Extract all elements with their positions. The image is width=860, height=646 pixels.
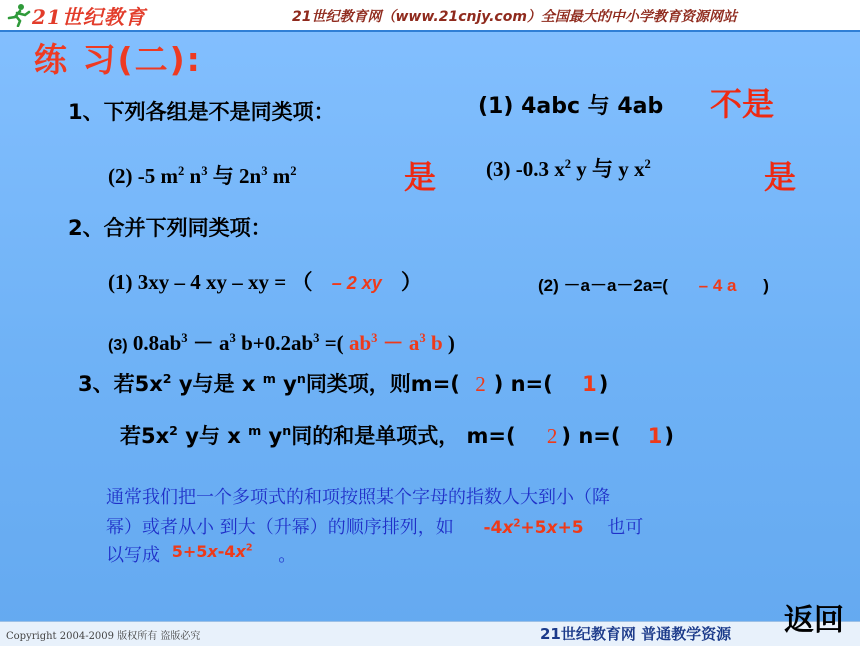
return-button[interactable]: 返回 bbox=[784, 603, 844, 638]
q1-item2-prefix: (2) -5 m bbox=[108, 164, 178, 188]
logo-text: 21世纪教育 bbox=[32, 4, 146, 29]
footer-site-name: 21世纪教育网 普通教学资源 bbox=[540, 625, 732, 643]
q2-item2-answer: – 4 a bbox=[698, 276, 737, 295]
q2-item2 bbox=[538, 271, 769, 296]
q3-line1-mid: 同类项，则m=( bbox=[305, 372, 460, 396]
q3-line1: 3、若$5x^2$ y与是 x $^m$ $y^n$同类项，则m=( 2 ) n=( 1) bbox=[78, 371, 609, 396]
q3-line2-n-answer: 1 bbox=[647, 424, 663, 448]
question-1-prompt: 1、下列各组是不是同类项： bbox=[68, 100, 335, 124]
note-line3-suffix: 。 bbox=[278, 545, 297, 566]
q2-item1-answer: – 2 xy bbox=[331, 273, 382, 293]
q2-item1 bbox=[108, 266, 422, 296]
q3-line2-prefix: 若5x bbox=[120, 424, 170, 448]
note-line-2 bbox=[106, 513, 643, 543]
header-bar bbox=[0, 0, 860, 32]
q3-n-label: ) n=( bbox=[493, 372, 553, 396]
note-line3-prefix: 以写成 bbox=[106, 545, 160, 566]
q3-m-answer: 2 bbox=[475, 372, 486, 396]
q2-item1-expr: (1) 3xy – 4 xy – xy = （ bbox=[108, 270, 313, 294]
q2-item2-close: ) bbox=[763, 276, 769, 295]
q1-item1-answer: 不是 bbox=[710, 85, 775, 123]
site-banner: 21世纪教育网（www.21cnjy.com）全国最大的中小学教育资源网站 bbox=[292, 9, 737, 25]
runner-icon bbox=[6, 3, 32, 27]
page-title: 练 习(二): bbox=[34, 40, 202, 79]
q2-item3-label: (3) bbox=[108, 337, 128, 354]
q3-line2: 若$5x^2$ y与 x $^m$ $y^n$同的和是单项式， m=( 2 ) n=( 1) bbox=[120, 423, 675, 448]
q3-line2-m-answer: 2 bbox=[546, 424, 558, 448]
q2-item3-answer: $ab^3 - a^3$ b bbox=[348, 331, 443, 355]
copyright-text: Copyright 2004-2009 版权所有 盗版必究 bbox=[6, 631, 201, 642]
q2-item3-close: ) bbox=[447, 331, 455, 355]
q3-line1-prefix: 3、若5x bbox=[78, 372, 163, 396]
note-line2-suffix: 也可 bbox=[607, 517, 644, 538]
q1-item3-answer: 是 bbox=[764, 158, 797, 196]
q3-line2-n-label: ) n=( bbox=[561, 424, 621, 448]
question-2-prompt: 2、合并下列同类项： bbox=[68, 216, 272, 240]
note-line-1: 通常我们把一个多项式的和项按照某个字母的指数人大到小（降 bbox=[106, 487, 610, 508]
q3-line2-close: ) bbox=[664, 424, 675, 448]
q1-item1: (1) 4abc 与 4ab bbox=[478, 94, 664, 119]
q3-line2-mid: 同的和是单项式， m=( bbox=[291, 424, 516, 448]
q3-n-answer: 1 bbox=[582, 372, 597, 396]
site-logo bbox=[6, 1, 146, 29]
note-line-3 bbox=[106, 541, 296, 571]
note-line2-prefix: 幂）或者从小 到大（升幂）的顺序排列，如 bbox=[106, 517, 454, 538]
q2-item3: (3) $0.8ab^3 - a^3$ $b+0.2ab^3$ =( $ab^3 - a^3$ b ) bbox=[108, 331, 455, 355]
q1-item3: (3) -0.3 $x^2$ y 与 y $x^2$ bbox=[486, 157, 651, 181]
q2-item2-expr: (2) －a－a－2a=( bbox=[538, 276, 668, 295]
q1-item2: (2) -5 $m^2$ $n^3$ 与 $2n^3$ $m^2$ bbox=[108, 164, 297, 188]
q3-line1-close: ) bbox=[598, 372, 609, 396]
q1-item2-answer: 是 bbox=[404, 158, 437, 196]
note-rewritten-poly: $5+5x-4x^2$ bbox=[171, 542, 253, 561]
q2-item1-close: ） bbox=[401, 270, 422, 294]
note-example-poly: $-4x^2+5x+5$ bbox=[483, 518, 584, 538]
